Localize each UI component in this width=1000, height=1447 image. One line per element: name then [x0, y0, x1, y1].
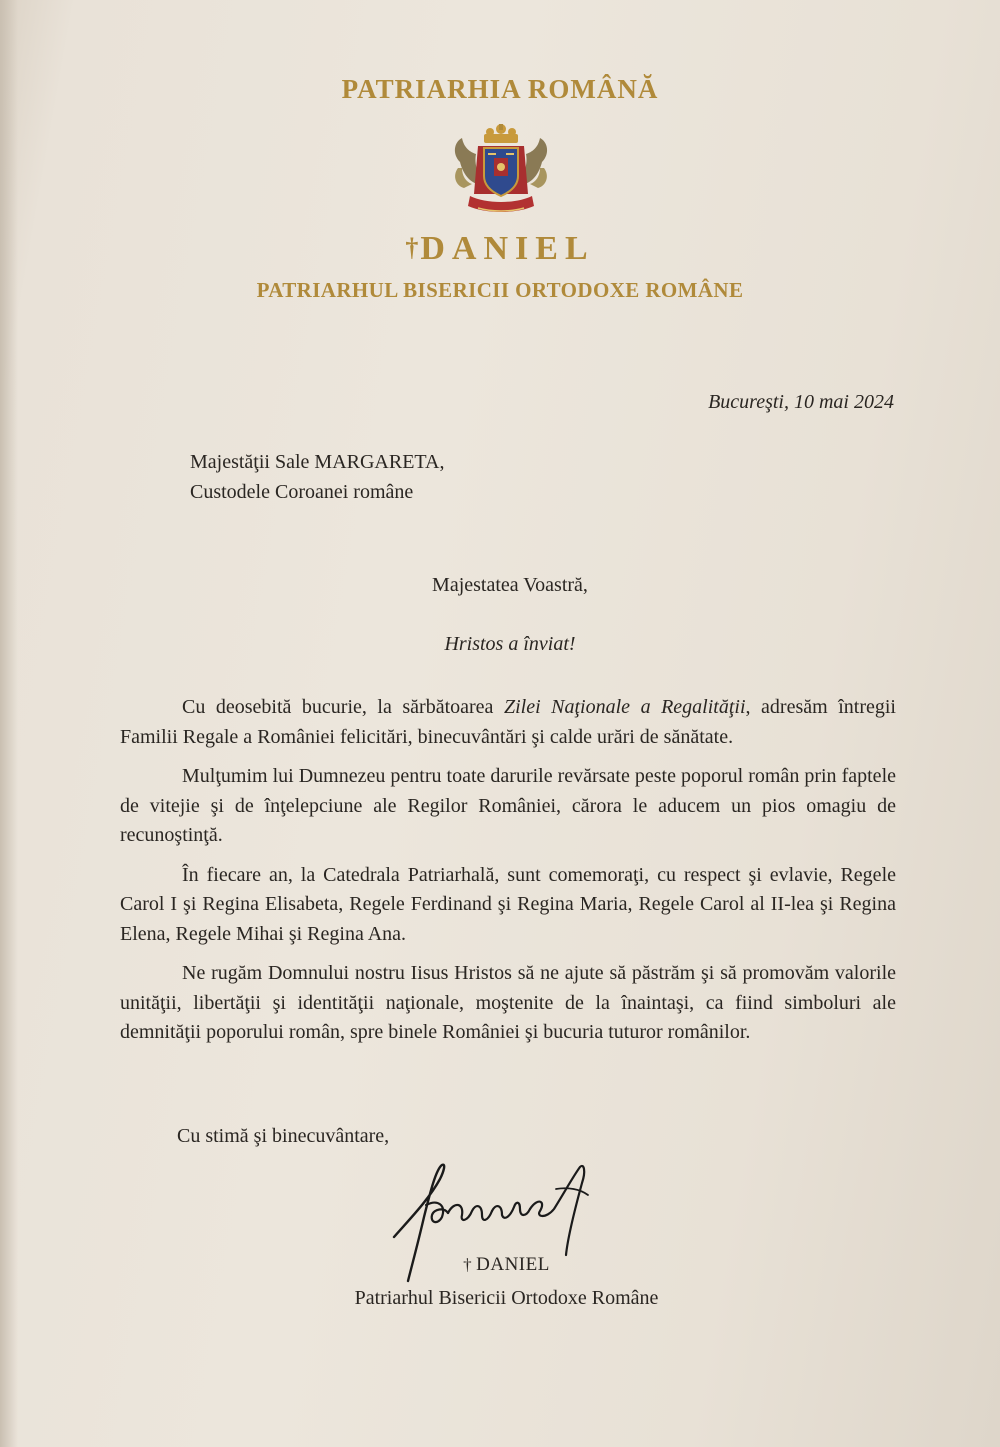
- signatory-cross: †: [463, 1255, 473, 1274]
- letter-body: [120, 693, 896, 1058]
- greeting: Hristos a înviat!: [444, 633, 576, 655]
- salutation: Majestatea Voastră,: [432, 574, 588, 596]
- coat-of-arms-icon: [448, 124, 554, 216]
- patriarch-name-heading: [0, 230, 1000, 268]
- closing-line: Cu stimă şi binecuvântare,: [177, 1125, 390, 1147]
- recipient-block: [190, 447, 444, 507]
- paragraph-1-end: , adresăm întregii Familii Regale a României felicitări, binecuvântări şi calde urări de sănătate.: [120, 696, 896, 748]
- paragraph-4: Ne rugăm Domnului nostru Iisus Hristos să ne ajute să păstrăm şi să promovăm valorile unităţii, libertăţii şi identităţii naţionale, moştenite de la înaintaşi, ca fiind simboluri ale demnităţii poporului român, spre binele României şi bucuria tuturor românilor.: [120, 962, 896, 1043]
- signatory-name: [0, 1254, 1000, 1276]
- paragraph-1-italic: Zilei Naţionale a Regalităţii: [503, 696, 746, 718]
- institution-title: PATRIARHIA ROMÂNĂ: [341, 74, 659, 104]
- patriarch-subtitle: PATRIARHUL BISERICII ORTODOXE ROMÂNE: [256, 278, 744, 302]
- signatory-name-text: DANIEL: [476, 1254, 550, 1275]
- paragraph-1-start: Cu deosebită bucurie, la sărbătoarea: [182, 696, 504, 718]
- recipient-line-1: Majestăţii Sale MARGARETA,: [190, 451, 445, 473]
- recipient-line-2: Custodele Coroanei române: [190, 481, 414, 503]
- paragraph-2: Mulţumim lui Dumnezeu pentru toate darurile revărsate peste poporul român prin faptele de vitejie şi de înţelepciune ale Regilor României, cărora le aducem un pios omagiu de recunoştinţă.: [120, 765, 896, 846]
- cross-symbol: †: [405, 233, 421, 262]
- letter-date: Bucureşti, 10 mai 2024: [708, 391, 894, 413]
- signatory-title: Patriarhul Bisericii Ortodoxe Române: [354, 1287, 659, 1309]
- paragraph-1: [120, 693, 896, 752]
- paragraph-3: În fiecare an, la Catedrala Patriarhală, sunt comemoraţi, cu respect şi evlavie, Regele Carol I şi Regina Elisabeta, Regele Ferdinand şi Regina Maria, Regele Carol al II-lea şi Regina Elena, Regele Mihai şi Regina Ana.: [120, 863, 896, 945]
- patriarch-name: DANIEL: [420, 230, 595, 267]
